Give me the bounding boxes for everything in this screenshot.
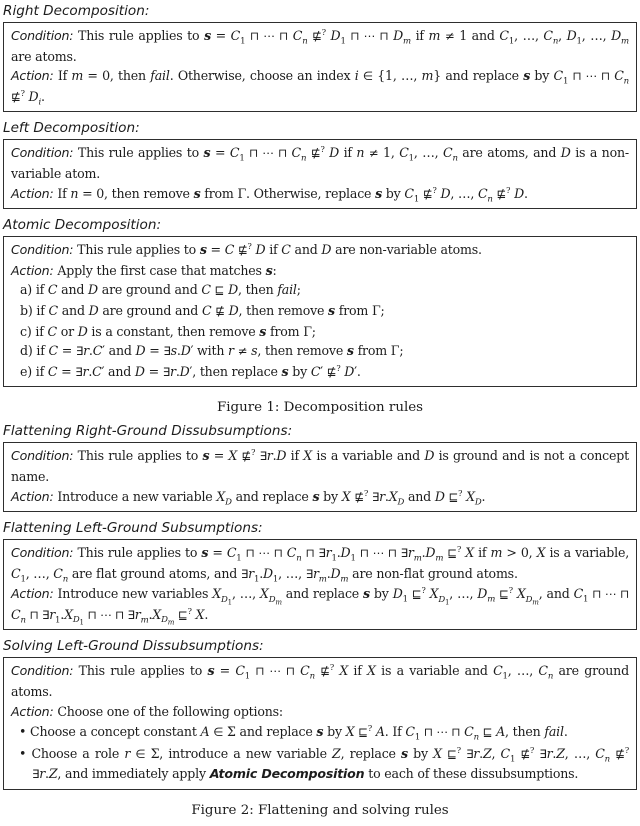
rule-box-right-decomposition [3, 22, 637, 112]
rule-box-left-decomposition [3, 139, 637, 209]
section-heading-atomic-decomposition: Atomic Decomposition: [3, 217, 162, 234]
rule-box-solving-left-ground [3, 657, 637, 790]
section-heading-flattening-right-ground: Flattening Right-Ground Dissubsumptions: [3, 423, 293, 440]
case-item-e: e) if C = ∃r.C′ and D = ∃r.D′, then replace s by C′ ⋢? D′. [20, 363, 361, 379]
bullet-item-role: • Choose a role r ∈ Σ, introduce a new variable Z, replace s by X ⊑? ∃r.Z, $C_1$ ⋢? ∃r.Z, …, $C_n$ ⋢? ∃r.Z, and immediately apply Atomic Decomposition to each of these dissubsumptions. [19, 745, 629, 782]
action-line: Action: Introduce new variables $X_{D_1}$, …, $X_{D_m}$ and replace s by $D_1$ ⊑? $X_{D_1}$, …, $D_m$ ⊑? $X_{D_m}$, and $C_1$ ⊓ ⋯ ⊓ $C_n$ ⊓ $\exists r_1.X_{D_1}$ ⊓ ⋯ ⊓ $\exists r_m.X_{D_m}$ ⊑? X. [11, 586, 630, 628]
rule-box-flattening-left-ground [3, 539, 637, 630]
rule-box-flattening-right-ground [3, 442, 637, 512]
condition-line: Condition: This rule applies to s = C ⋢? D if C and D are non-variable atoms. [11, 241, 482, 258]
section-right-decomposition [3, 3, 637, 112]
condition-line: Condition: This rule applies to $s = C_1$ ⊓ ⋯ ⊓ $C_n$ ⋢? $D_1$ ⊓ ⋯ ⊓ $D_m$ if m ≠ 1 and $C_1$, …, $C_n$, $D_1$, …, $D_m$ are atoms. [11, 27, 629, 64]
action-line: Action: Choose one of the following options: [11, 703, 283, 719]
case-item-d: d) if C = ∃r.C′ and D = ∃s.D′ with r ≠ s, then remove s from Γ; [20, 343, 404, 359]
section-heading-left-decomposition: Left Decomposition: [3, 120, 140, 137]
rule-box-atomic-decomposition [3, 236, 637, 387]
action-line: Action: Introduce a new variable $X_D$ and replace s by X ⋢? $\exists r.X_D$ and D ⊑? $X_D$. [11, 488, 486, 508]
figure1-caption: Figure 1: Decomposition rules [216, 400, 424, 416]
section-heading-flattening-left-ground: Flattening Left-Ground Subsumptions: [3, 520, 263, 537]
case-item-a: a) if C and D are ground and C ⊑ D, then fail; [20, 282, 301, 298]
section-left-decomposition [3, 120, 637, 209]
case-item-c: c) if C or D is a constant, then remove s from Γ; [20, 323, 316, 339]
condition-line: Condition: This rule applies to $s = C_1$ ⊓ ⋯ ⊓ $C_n$ ⊓ $\exists r_1.D_1$ ⊓ ⋯ ⊓ $\exists r_m.D_m$ ⊑? X if m > 0, X is a variable, $C_1$, …, $C_n$ are flat ground atoms, and $\exists r_1.D_1$, …, $\exists r_m.D_m$ are non-flat ground atoms. [11, 544, 630, 585]
action-line: Action: If n = 0, then remove s from Γ. Otherwise, replace s by $C_1$ ⋢? D, …, $C_n$ ⋢? D. [11, 185, 528, 205]
bullet-item-concept-constant: • Choose a concept constant A ∈ Σ and replace s by X ⊑? A. If $C_1$ ⊓ ⋯ ⊓ $C_n$ ⊑ A, then fail. [19, 724, 568, 743]
section-flattening-right-ground [3, 423, 637, 512]
section-heading-right-decomposition: Right Decomposition: [3, 3, 150, 19]
section-atomic-decomposition [3, 217, 637, 387]
section-heading-solving-left-ground: Solving Left-Ground Dissubsumptions: [3, 638, 264, 655]
case-item-b: b) if C and D are ground and C ⋢ D, then remove s from Γ; [20, 302, 385, 318]
condition-line: Condition: This rule applies to s = X ⋢? ∃r.D if X is a variable and D is ground and is not a concept name. [11, 448, 629, 484]
section-flattening-left-ground [3, 520, 637, 630]
action-line: Action: If m = 0, then fail. Otherwise, choose an index i ∈ {1, …, m} and replace s by $C_1$ ⊓ ⋯ ⊓ $C_n$ ⋢? $D_i$. [11, 68, 629, 108]
section-solving-left-ground [3, 638, 637, 790]
figure2-caption: Figure 2: Flattening and solving rules [191, 803, 449, 819]
condition-line: Condition: This rule applies to $s = C_1$ ⊓ ⋯ ⊓ $C_n$ ⋢? D if n ≠ 1, $C_1$, …, $C_n$ are atoms, and D is a non-variable atom. [11, 145, 629, 181]
condition-line: Condition: This rule applies to $s = C_1$ ⊓ ⋯ ⊓ $C_n$ ⋢? X if X is a variable and $C_1$, …, $C_n$ are ground atoms. [11, 663, 629, 700]
action-line: Action: Apply the first case that matches s: [11, 262, 277, 278]
